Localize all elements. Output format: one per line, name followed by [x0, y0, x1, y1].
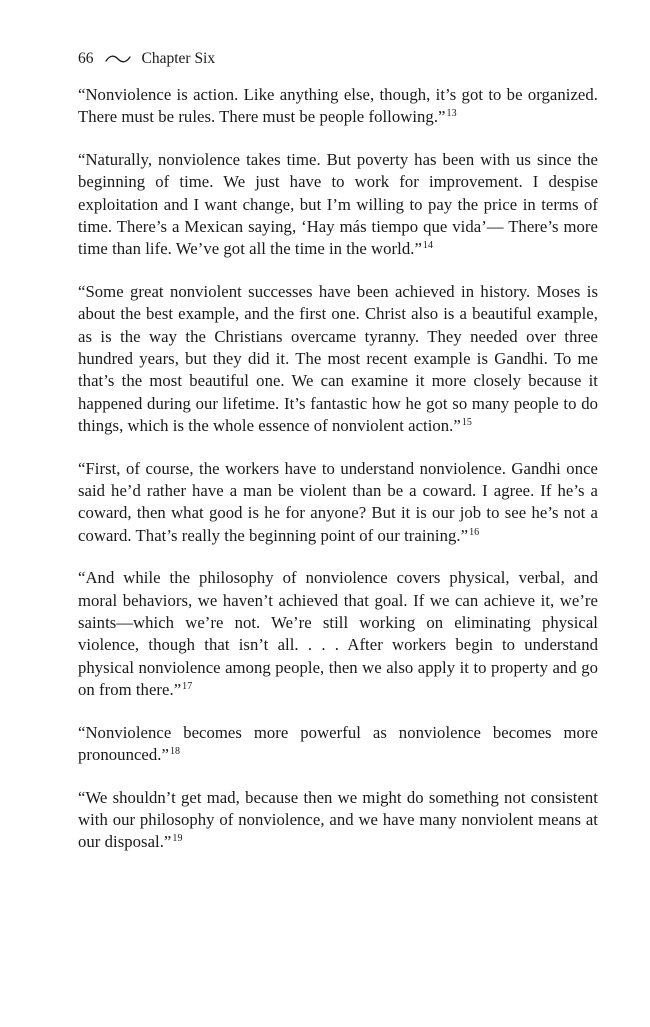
paragraph: [78, 84, 598, 129]
paragraph: [78, 281, 598, 437]
paragraph-text: “Naturally, nonviolence takes time. But poverty has been with us since the beginning of time. We just have to work for improvement. I despise exploitation and I want change, but I’m willing to pay the price in terms of time. There’s a Mexican saying, ‘Hay más tiempo que vida’— There’s more time than life. We’ve got all the time in the world.”: [78, 150, 598, 259]
book-page: [78, 48, 598, 874]
footnote-marker: 19: [172, 833, 183, 845]
paragraph-text: “First, of course, the workers have to understand nonviolence. Gandhi once said he’d rather have a man be violent than be a coward. I agree. If he’s a coward, then what good is he for anyone? But it is our job to see he’s not a coward. That’s really the beginning point of our training.”: [78, 458, 598, 545]
paragraph-text: “We shouldn’t get mad, because then we might do something not consistent with our philosophy of nonviolence, and we have many nonviolent means at our disposal.”: [78, 787, 598, 852]
paragraph-text: “And while the philosophy of nonviolence covers physical, verbal, and moral behaviors, we haven’t achieved that goal. If we can achieve it, we’re saints—which we’re not. We’re still working on eliminating physical violence, though that isn’t all. . . . After workers begin to understand physical nonviolence among people, then we also apply it to property and go on from there.”: [78, 568, 598, 699]
paragraph-text: “Nonviolence is action. Like anything else, though, it’s got to be organized. There must be rules. There must be people following.”: [78, 85, 598, 127]
paragraph: [78, 722, 598, 767]
paragraph-text: “Some great nonviolent successes have been achieved in history. Moses is about the best example, and the first one. Christ also is a beautiful example, as is the way the Christians overcame tyranny. They needed over three hundred years, but they did it. The most recent example is Gandhi. To me that’s the most beautiful one. We can examine it more closely because it happened during our lifetime. It’s fantastic how he got so many people to do things, which is the whole essence of nonviolent action.”: [78, 282, 598, 435]
paragraph: [78, 787, 598, 854]
footnote-marker: 17: [182, 680, 193, 692]
chapter-title: Chapter Six: [141, 50, 216, 67]
footnote-marker: 14: [422, 240, 434, 252]
footnote-marker: 18: [169, 745, 181, 757]
footnote-marker: 13: [446, 108, 457, 120]
page-number: 66: [78, 50, 94, 67]
paragraph: [78, 458, 598, 547]
paragraph-text: “Nonviolence becomes more powerful as nonviolence becomes more pronounced.”: [78, 722, 598, 764]
paragraph: [78, 149, 598, 260]
body-text: [78, 84, 598, 854]
paragraph: [78, 567, 598, 701]
running-head: [78, 48, 598, 70]
footnote-marker: 15: [461, 416, 472, 428]
footnote-marker: 16: [469, 526, 480, 538]
swash-tilde-icon: [104, 53, 132, 65]
